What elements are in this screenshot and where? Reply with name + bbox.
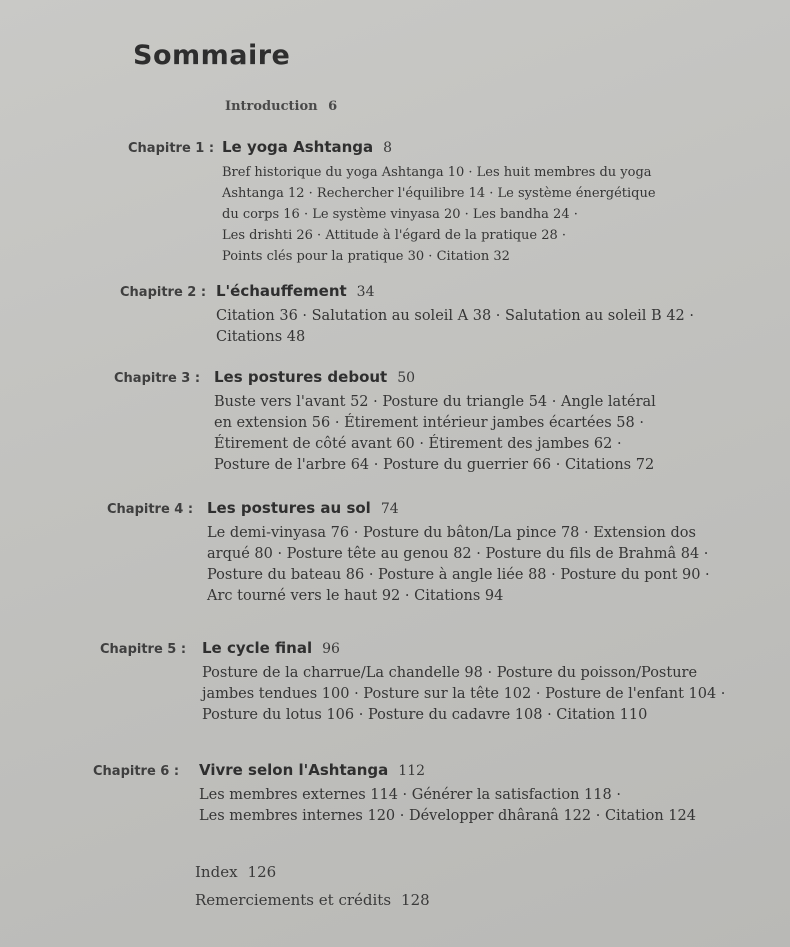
entry-line: Posture du bateau 86 · Posture à angle liée 88 · Posture du pont 90 · [207,567,710,583]
chapter-entries [199,785,696,827]
chapter-page: 96 [322,641,340,657]
chapter-title: Le yoga Ashtanga [222,138,374,156]
chapter-heading [93,760,696,784]
chapter-page: 50 [397,370,416,386]
chapter-5 [100,638,725,726]
entry-line: Posture de la charrue/La chandelle 98 · Posture du poisson/Posture [202,665,698,681]
chapter-entries [222,162,656,267]
chapter-title: Vivre selon l'Ashtanga [199,761,389,779]
introduction-label: Introduction [225,99,318,114]
entry-line: Points clés pour la pratique 30 · Citation 32 [222,249,510,264]
entry-line: Les drishti 26 · Attitude à l'égard de la pratique 28 · [222,228,567,243]
entry-line: en extension 56 · Étirement intérieur jambes écartées 58 · [214,415,644,431]
entry-line: du corps 16 · Le système vinyasa 20 · Les bandha 24 · [222,207,578,222]
chapter-title: Le cycle final [202,639,313,657]
entry-line: Citation 36 · Salutation au soleil A 38 · Salutation au soleil B 42 · [216,308,694,324]
chapter-heading [107,498,710,522]
chapter-entries [216,306,694,348]
chapter-label: Chapitre 2 : [120,285,207,300]
chapter-page: 112 [398,763,426,779]
chapter-title: Les postures debout [214,368,388,386]
chapter-heading [100,638,725,662]
entry-line: Posture du lotus 106 · Posture du cadavre 108 · Citation 110 [202,707,648,723]
chapter-entries [207,523,710,607]
chapter-4 [107,498,710,607]
chapter-entries [214,392,656,476]
chapter-heading [114,367,656,391]
introduction-page: 6 [328,99,338,114]
chapter-label: Chapitre 1 : [128,141,215,156]
chapter-label: Chapitre 5 : [100,642,187,657]
page-title: Sommaire [133,40,291,71]
chapter-page: 74 [380,501,399,517]
entry-line: Arc tourné vers le haut 92 · Citations 94 [207,588,504,604]
chapter-heading [120,281,694,305]
entry-line: Étirement de côté avant 60 · Étirement des jambes 62 · [214,436,622,452]
entry-line: Posture de l'arbre 64 · Posture du guerrier 66 · Citations 72 [214,457,655,473]
introduction-entry [225,99,337,114]
entry-line: Les membres externes 114 · Générer la satisfaction 118 · [199,787,621,803]
chapter-3 [114,367,656,476]
entry-line: Les membres internes 120 · Développer dhâranâ 122 · Citation 124 [199,808,696,824]
chapter-label: Chapitre 6 : [93,764,180,779]
entry-line: Citations 48 [216,329,306,345]
index-page: 126 [247,863,277,881]
entry-line: Ashtanga 12 · Rechercher l'équilibre 14 · Le système énergétique [222,186,656,201]
chapter-entries [202,663,725,726]
chapter-6 [93,760,696,827]
entry-line: jambes tendues 100 · Posture sur la tête 102 · Posture de l'enfant 104 · [202,686,726,702]
entry-line: Bref historique du yoga Ashtanga 10 · Les huit membres du yoga [222,165,652,180]
entry-line: Buste vers l'avant 52 · Posture du triangle 54 · Angle latéral [214,394,656,410]
index-entry [195,858,430,886]
chapter-2 [120,281,694,348]
credits-label: Remerciements et crédits [195,891,392,909]
credits-entry [195,886,430,914]
entry-line: Le demi-vinyasa 76 · Posture du bâton/La pince 78 · Extension dos [207,525,696,541]
chapter-heading [128,137,656,161]
chapter-title: L'échauffement [216,282,347,300]
chapter-label: Chapitre 3 : [114,371,201,386]
credits-page: 128 [401,891,430,909]
chapter-page: 8 [383,140,393,156]
chapter-label: Chapitre 4 : [107,502,194,517]
index-label: Index [195,863,238,881]
back-matter [195,858,430,914]
chapter-1 [128,137,656,267]
chapter-title: Les postures au sol [207,499,371,517]
chapter-page: 34 [356,284,375,300]
entry-line: arqué 80 · Posture tête au genou 82 · Posture du fils de Brahmâ 84 · [207,546,709,562]
